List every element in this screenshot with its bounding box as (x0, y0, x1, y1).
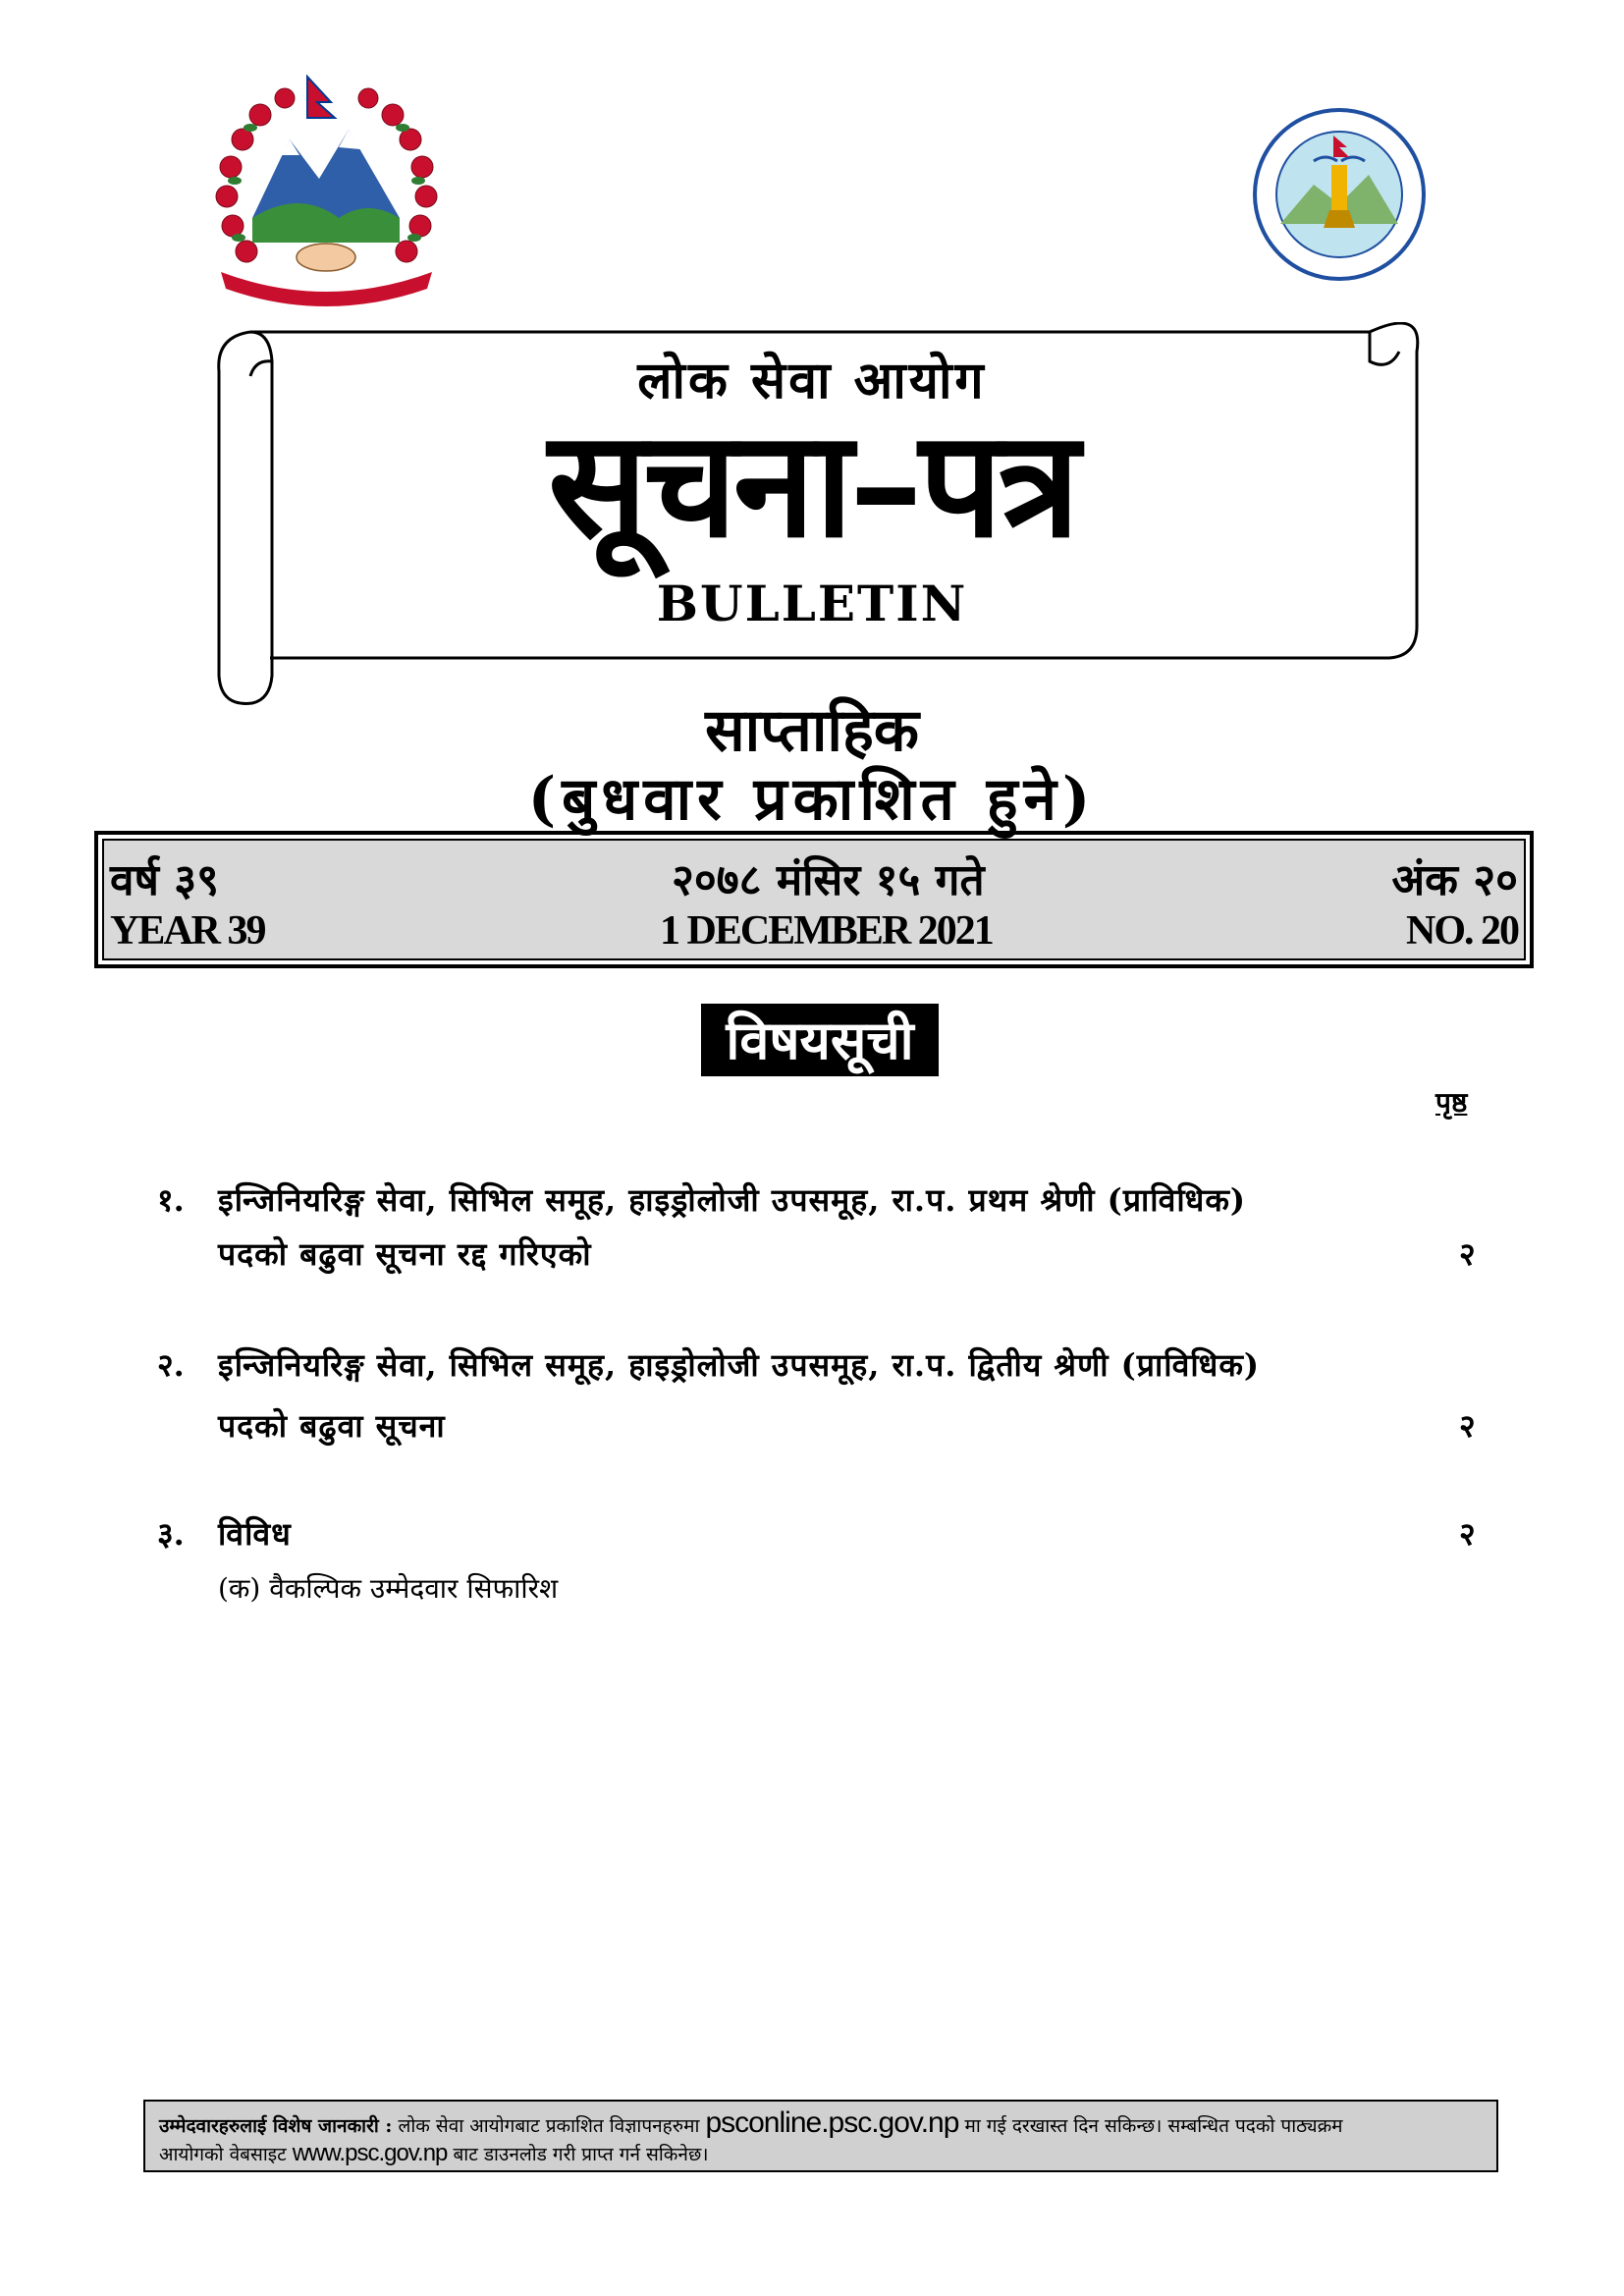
coat-of-arms-emblem (191, 71, 461, 306)
year-np: वर्ष ३९ (110, 855, 219, 905)
organization-title: लोक सेवा आयोग (637, 351, 987, 410)
page-column-label: पृष्ठ (1435, 1086, 1468, 1119)
toc-item-line: पदको बढुवा सूचना (218, 1407, 446, 1445)
toc-item-number: १. (157, 1181, 185, 1219)
toc-item-page: २ (1459, 1235, 1476, 1273)
toc-item-line: इन्जिनियरिङ्ग सेवा, सिभिल समूह, हाइड्रोलोजी उपसमूह, रा.प. प्रथम श्रेणी (प्राविधिक) (218, 1181, 1247, 1219)
notice-lead: उम्मेदवारहरुलाई विशेष जानकारी : (159, 2115, 393, 2137)
candidate-notice-footer (143, 2100, 1498, 2172)
toc-item-line: विविध (218, 1515, 292, 1553)
publication-day-label: (बुधवार प्रकाशित हुने) (527, 765, 1097, 834)
toc-item-page: २ (1459, 1515, 1476, 1553)
bulletin-title: सूचना–पत्र (548, 398, 1076, 571)
psc-website-link[interactable]: www.psc.gov.np (292, 2140, 448, 2166)
date-np: २०७८ मंसिर १५ गते (672, 855, 985, 905)
weekly-label: साप्ताहिक (705, 696, 919, 765)
issue-en: NO. 20 (1406, 908, 1518, 954)
toc-item-page: २ (1459, 1407, 1476, 1445)
notice-text: बाट डाउनलोड गरी प्राप्त गर्न सकिनेछ। (453, 2144, 709, 2165)
toc-item-line: पदको बढुवा सूचना रद्द गरिएको (218, 1235, 592, 1273)
notice-text: मा गई दरखास्त दिन सकिन्छ। सम्बन्धित पदको पाठ्यक्रम (964, 2115, 1343, 2137)
toc-item-number: २. (157, 1346, 185, 1384)
date-en: 1 DECEMBER 2021 (660, 908, 993, 954)
issue-info-band (94, 831, 1534, 968)
bulletin-english-title: BULLETIN (656, 574, 968, 632)
psc-seal-emblem (1235, 106, 1443, 283)
year-en: YEAR 39 (110, 908, 265, 954)
notice-text: आयोगको वेबसाइट (159, 2144, 287, 2165)
toc-subitem: (क) वैकल्पिक उम्मेदवार सिफारिश (218, 1572, 559, 1605)
toc-item-number: ३. (157, 1515, 185, 1553)
psconline-link[interactable]: psconline.psc.gov.np (705, 2106, 959, 2139)
notice-text: लोक सेवा आयोगबाट प्रकाशित विज्ञापनहरुमा (398, 2115, 700, 2137)
toc-item-line: इन्जिनियरिङ्ग सेवा, सिभिल समूह, हाइड्रोलोजी उपसमूह, रा.प. द्वितीय श्रेणी (प्राविधिक) (218, 1346, 1261, 1384)
issue-np: अंक २० (1391, 855, 1518, 905)
contents-title: विषयसूची (701, 1004, 939, 1076)
